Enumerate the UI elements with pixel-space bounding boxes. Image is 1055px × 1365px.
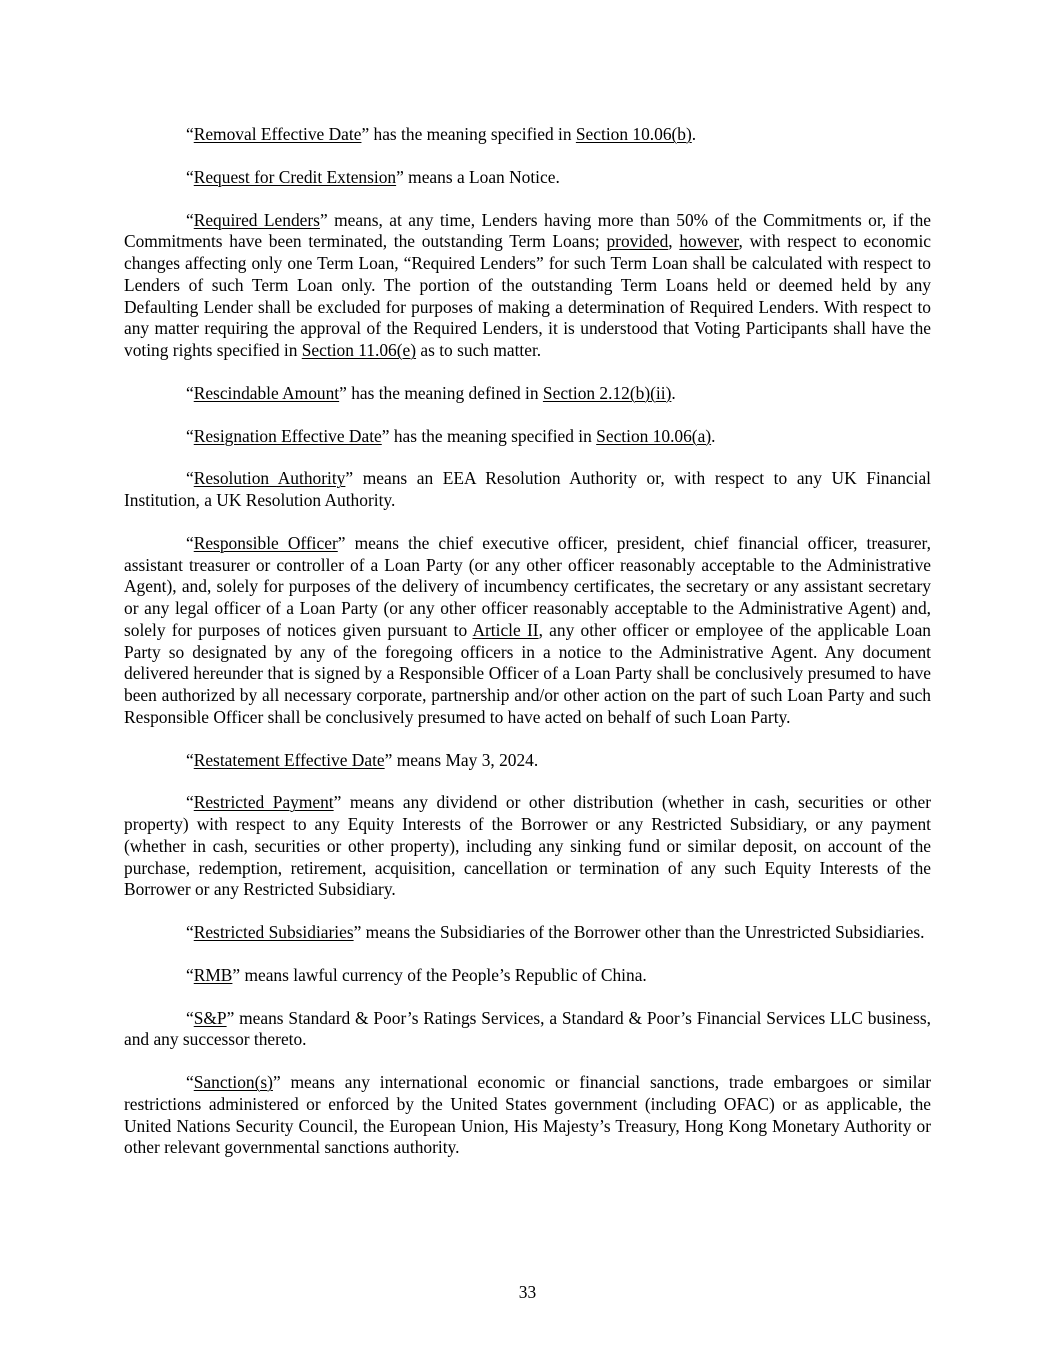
definition-text: ” means any dividend or other distribution (whether in cash, securities or other property) with respect to any Equity Interests of the Borrower or any Restricted Subsidiary, or any payment (whether in cash, securities or other property), including any sinking fund or similar deposit, on account of the purchase, redemption, retirement, acquisition, cancellation or termination of any such Equity Interests of the Borrower or any Restricted Subsidiary.	[124, 792, 932, 900]
definition-text: “	[186, 468, 194, 489]
definition-text: “	[186, 166, 194, 187]
defined-term: Responsible Officer	[193, 532, 338, 553]
cross-reference: Section 10.06(a)	[596, 425, 712, 446]
definition-paragraph	[124, 792, 931, 901]
definition-text: “	[186, 1072, 194, 1092]
definition-text: ” means the chief executive officer, president, chief financial officer, treasurer, assistant treasurer or controller of a Loan Party (or any other officer reasonably acceptable to the Administrative Agent), and, solely for purposes of the delivery of incumbency certificates, the secretary or any assistant secretary or any legal officer of a Loan Party (or any other officer reasonably acceptable to the Administrative Agent) and, solely for purposes of notices given pursuant to	[124, 532, 931, 640]
defined-term: Restatement Effective Date	[193, 749, 385, 770]
definition-text: ” means lawful currency of the People’s Republic of China.	[232, 964, 647, 985]
cross-reference: Section 11.06(e)	[301, 340, 417, 360]
definition-paragraph	[124, 750, 931, 772]
cross-reference: Article II	[472, 619, 539, 640]
definition-text: ” has the meaning defined in	[339, 382, 543, 403]
definition-text: “	[186, 124, 194, 144]
cross-reference: Section 10.06(b)	[575, 124, 692, 144]
definition-text: ” has the meaning specified in	[381, 425, 597, 446]
definition-text: “	[186, 792, 194, 813]
definition-paragraph	[124, 1072, 931, 1159]
definition-text: ” means a Loan Notice.	[396, 166, 560, 187]
defined-term: Restricted Subsidiaries	[193, 922, 354, 942]
definition-paragraph	[124, 965, 931, 987]
definition-text: ” has the meaning specified in	[361, 124, 576, 144]
definition-text: “	[186, 382, 194, 403]
definition-text: , any other officer or employee of the applicable Loan Party so designated by any of the foregoing officers in a notice to the Administrative Agent. Any document delivered hereunder that is signed by a Responsible Officer of a Loan Party shall be conclusively presumed to have been authorized by all necessary corporate, partnership and/or other action on the part of such Loan Party and such Responsible Officer shall be conclusively presumed to have acted on behalf of such Loan Party.	[124, 619, 931, 727]
defined-term: S&P	[193, 1007, 227, 1028]
definition-text: , with respect to economic changes affecting only one Term Loan, “Required Lenders” for such Term Loan shall be calculated with respect to Lenders of such Term Loan only. The portion of the outstanding Term Loans held or deemed held by any Defaulting Lender shall be excluded for purposes of making a determination of Required Lenders. With respect to any matter requiring the approval of the Required Lenders, it is understood that Voting Participants shall have the voting rights specified in	[124, 231, 931, 360]
definition-text: “	[186, 1007, 194, 1028]
definition-text: “	[186, 964, 194, 985]
definition-text: ” means an EEA Resolution Authority or, with respect to any UK Financial Institution, a UK Resolution Authority.	[124, 468, 931, 510]
definition-text: .	[711, 425, 716, 446]
definition-paragraph	[124, 210, 931, 362]
definition-text: “	[186, 425, 194, 446]
definition-text: .	[691, 124, 697, 144]
definition-text: ,	[668, 231, 680, 252]
definition-text: ” means any international economic or financial sanctions, trade embargoes or similar restrictions administered or enforced by the United States government (including OFAC) or as applicable, the United Nations Security Council, the European Union, His Majesty’s Treasury, Hong Kong Monetary Authority or other relevant governmental sanctions authority.	[124, 1072, 931, 1158]
definition-paragraph	[124, 124, 931, 146]
definition-paragraph	[124, 383, 931, 405]
cross-reference: Section 2.12(b)(ii)	[542, 382, 672, 403]
definition-paragraph	[124, 1008, 931, 1052]
definition-paragraph	[124, 533, 931, 729]
definition-paragraph	[124, 426, 931, 448]
definition-text: “	[186, 749, 194, 770]
definition-text: ” means May 3, 2024.	[384, 749, 539, 770]
defined-term: Resignation Effective Date	[193, 425, 382, 446]
definition-paragraph	[124, 167, 931, 189]
definition-text: “	[186, 532, 194, 553]
definition-paragraph	[124, 922, 931, 944]
definition-text: ” means the Subsidiaries of the Borrower other than the Unrestricted Subsidiaries.	[353, 922, 925, 942]
definition-text: “	[186, 922, 194, 942]
definition-text: “	[186, 209, 194, 230]
defined-term: RMB	[193, 964, 233, 985]
definition-text: .	[671, 382, 676, 403]
definition-text: as to such matter.	[416, 340, 542, 360]
definition-paragraph	[124, 468, 931, 512]
cross-reference: provided	[606, 231, 669, 252]
defined-term: Sanction(s)	[193, 1072, 273, 1092]
defined-term: Rescindable Amount	[193, 382, 340, 403]
page-number: 33	[518, 1282, 537, 1302]
defined-term: Resolution Authority	[193, 468, 346, 489]
cross-reference: however	[679, 231, 739, 252]
definitions-list	[124, 124, 931, 1180]
defined-term: Required Lenders	[193, 209, 320, 230]
defined-term: Restricted Payment	[193, 792, 334, 813]
definition-text: ” means, at any time, Lenders having more than 50% of the Commitments or, if the Commitments have been terminated, the outstanding Term Loans;	[124, 209, 932, 252]
defined-term: Removal Effective Date	[193, 124, 362, 144]
definition-text: ” means Standard & Poor’s Ratings Services, a Standard & Poor’s Financial Services LLC business, and any successor thereto.	[124, 1007, 931, 1050]
defined-term: Request for Credit Extension	[193, 166, 397, 187]
